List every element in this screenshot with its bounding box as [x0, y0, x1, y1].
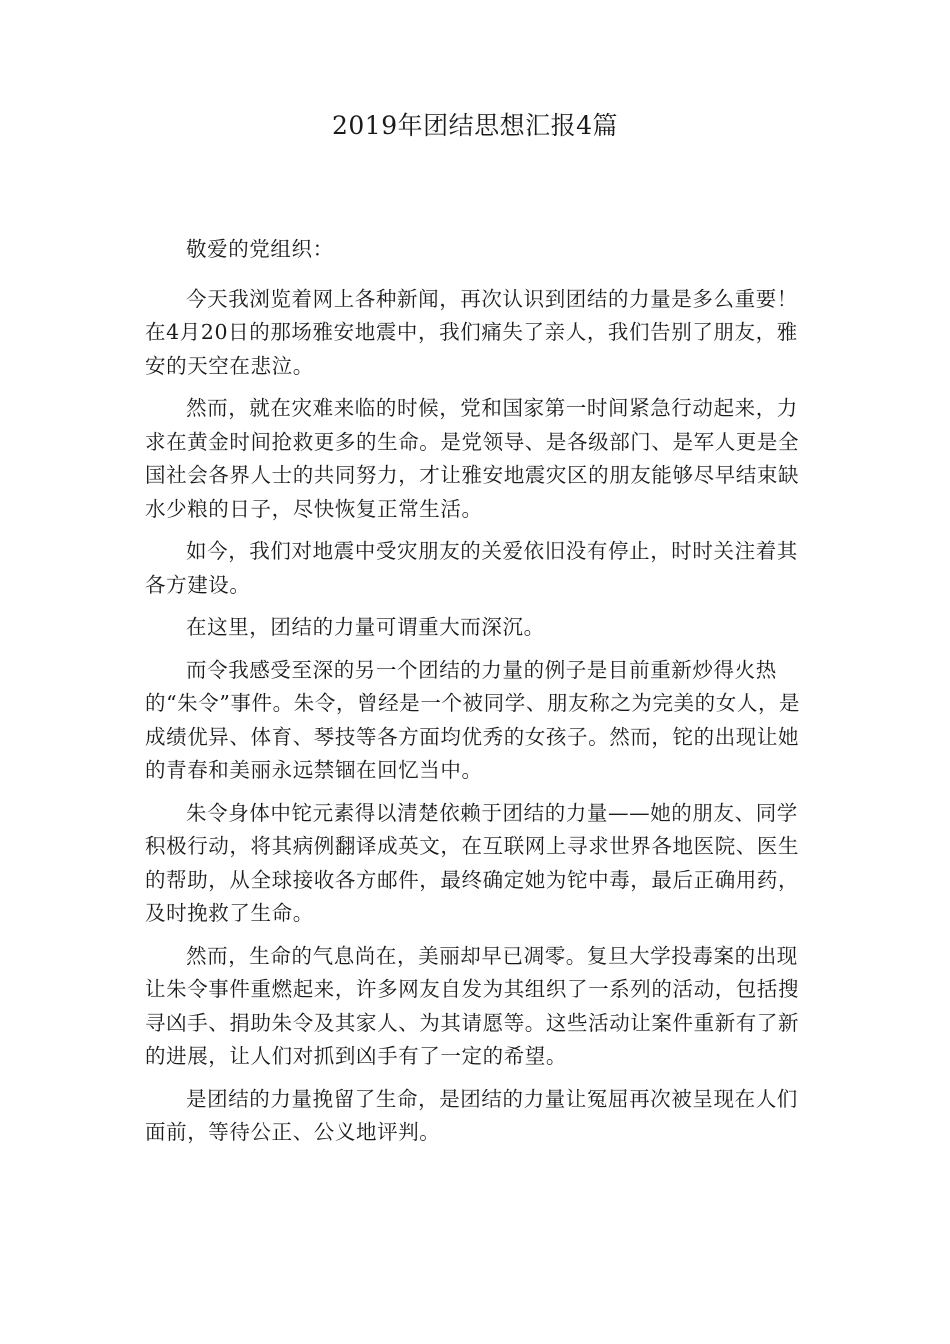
paragraph-3: 如今，我们对地震中受灾朋友的关爱依旧没有停止，时时关注着其各方建设。	[145, 539, 798, 597]
document-title: 2019年团结思想汇报4篇	[331, 111, 619, 140]
paragraph-4: 在这里，团结的力量可谓重大而深沉。	[186, 615, 545, 639]
paragraph-8: 是团结的力量挽留了生命，是团结的力量让冤屈再次被呈现在人们面前，等待公正、公义地评判。	[145, 1086, 798, 1144]
document-body	[145, 233, 810, 1159]
paragraph-5: 而令我感受至深的另一个团结的力量的例子是目前重新炒得火热的“朱令”事件。朱令，曾经是一个被同学、朋友称之为完美的女人，是成绩优异、体育、琴技等各方面均优秀的女孩子。然而，铊的出现让她的青春和美丽永远禁锢在回忆当中。	[145, 657, 801, 782]
paragraph-2: 然而，就在灾难来临的时候，党和国家第一时间紧急行动起来，力求在黄金时间抢救更多的生命。是党领导、是各级部门、是军人更是全国社会各界人士的共同努力，才让雅安地震灾区的朋友能够尽早结束缺水少粮的日子，尽快恢复正常生活。	[145, 396, 800, 521]
salutation: 敬爱的党组织：	[186, 237, 334, 261]
paragraph-6: 朱令身体中铊元素得以清楚依赖于团结的力量——她的朋友、同学积极行动，将其病例翻译成英文，在互联网上寻求世界各地医院、医生的帮助，从全球接收各方邮件，最终确定她为铊中毒，最后正确用药，及时挽救了生命。	[145, 800, 800, 925]
paragraph-7: 然而，生命的气息尚在，美丽却早已凋零。复旦大学投毒案的出现让朱令事件重燃起来，许多网友自发为其组织了一系列的活动，包括搜寻凶手、捐助朱令及其家人、为其请愿等。这些活动让案件重新有了新的进展，让人们对抓到凶手有了一定的希望。	[145, 943, 800, 1068]
paragraph-1: 今天我浏览着网上各种新闻，再次认识到团结的力量是多么重要！在4月20日的那场雅安地震中，我们痛失了亲人，我们告别了朋友，雅安的天空在悲泣。	[145, 286, 798, 378]
